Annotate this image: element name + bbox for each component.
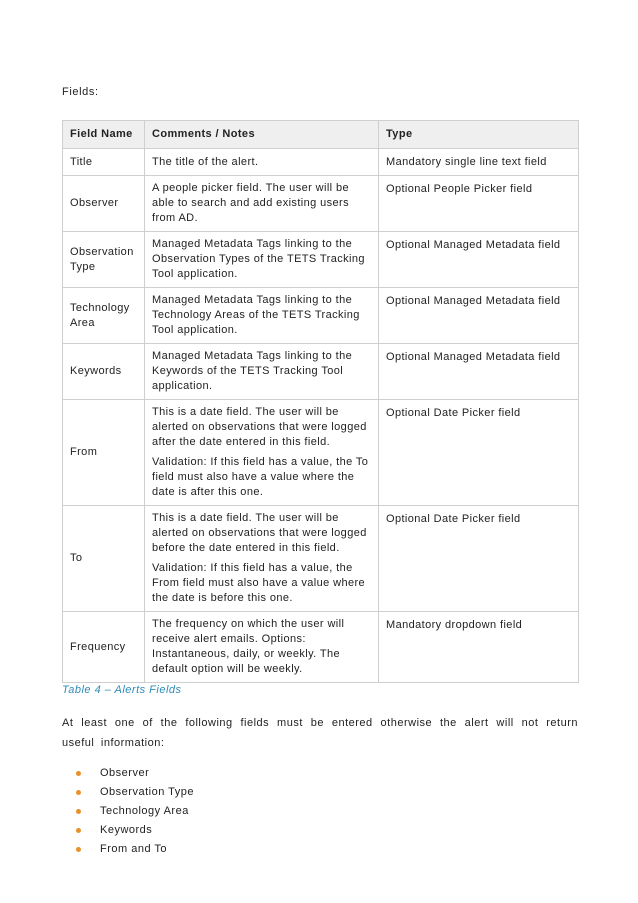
table-row [63, 232, 579, 288]
bullet-icon [76, 828, 81, 833]
type-text: Optional Date Picker field [386, 407, 521, 419]
comment-paragraph: Validation: If this field has a value, the To field must also have a value where the date is after this one. [152, 456, 369, 498]
type-text: Optional Managed Metadata field [386, 295, 561, 307]
table-row [63, 506, 579, 612]
cell-comments [145, 506, 379, 612]
comment-paragraph: The frequency on which the user will receive alert emails. Options: Instantaneous, daily, or weekly. The default option will be weekly. [152, 618, 345, 675]
cell-type [379, 149, 579, 176]
list-item-label: From and To [100, 843, 168, 855]
cell-type [379, 232, 579, 288]
cell-field-name: To [63, 506, 145, 612]
cell-type [379, 400, 579, 506]
bullet-icon [76, 790, 81, 795]
table-header-row [63, 121, 579, 149]
cell-type [379, 612, 579, 683]
cell-comments [145, 149, 379, 176]
table-caption: Table 4 – Alerts Fields [62, 684, 182, 696]
cell-comments [145, 288, 379, 344]
comment-paragraph: The title of the alert. [152, 155, 259, 168]
type-text: Optional People Picker field [386, 183, 533, 195]
table-row [63, 400, 579, 506]
body-paragraph: At least one of the following fields must be entered otherwise the alert will not return useful information: [62, 717, 578, 749]
table-row [63, 149, 579, 176]
comment-paragraph: A people picker field. The user will be able to search and add existing users from AD. [152, 182, 350, 224]
comment-paragraph: Validation: If this field has a value, the From field must also have a value where the date is before this one. [152, 562, 366, 604]
bullet-icon [76, 809, 81, 814]
list-item [62, 821, 194, 840]
table-row [63, 344, 579, 400]
comment-paragraph: Managed Metadata Tags linking to the Technology Areas of the TETS Tracking Tool application. [152, 294, 360, 336]
cell-field-name: From [63, 400, 145, 506]
table-row [63, 612, 579, 683]
list-item [62, 764, 194, 783]
list-item [62, 840, 194, 859]
type-text: Mandatory single line text field [386, 155, 547, 168]
bullet-icon [76, 771, 81, 776]
cell-comments [145, 344, 379, 400]
list-item-label: Observer [100, 767, 150, 779]
comment-paragraph: Managed Metadata Tags linking to the Observation Types of the TETS Tracking Tool application. [152, 238, 365, 280]
type-text: Mandatory dropdown field [386, 619, 523, 631]
list-item-label: Keywords [100, 824, 153, 836]
list-item-label: Technology Area [100, 805, 189, 817]
cell-field-name: Observation Type [63, 232, 145, 288]
cell-field-name: Keywords [63, 344, 145, 400]
cell-field-name: Title [63, 149, 145, 176]
cell-comments [145, 400, 379, 506]
cell-type [379, 176, 579, 232]
header-field-name: Field Name [63, 121, 145, 149]
alerts-fields-table [62, 120, 579, 683]
bullet-list [62, 764, 194, 859]
cell-comments [145, 612, 379, 683]
table-row [63, 288, 579, 344]
cell-field-name: Observer [63, 176, 145, 232]
header-type: Type [379, 121, 579, 149]
cell-type [379, 288, 579, 344]
cell-comments [145, 176, 379, 232]
type-text: Optional Managed Metadata field [386, 239, 561, 251]
list-item-label: Observation Type [100, 786, 195, 798]
cell-type [379, 344, 579, 400]
type-text: Optional Date Picker field [386, 513, 521, 525]
cell-field-name: Technology Area [63, 288, 145, 344]
list-item [62, 802, 194, 821]
comment-paragraph: This is a date field. The user will be alerted on observations that were logged after the date entered in this field. [152, 406, 367, 448]
comment-paragraph: Managed Metadata Tags linking to the Keywords of the TETS Tracking Tool application. [152, 350, 353, 392]
list-item [62, 783, 194, 802]
comment-paragraph: This is a date field. The user will be alerted on observations that were logged before the date entered in this field. [152, 512, 367, 554]
bullet-icon [76, 847, 81, 852]
cell-field-name: Frequency [63, 612, 145, 683]
header-comments: Comments / Notes [145, 121, 379, 149]
cell-comments [145, 232, 379, 288]
type-text: Optional Managed Metadata field [386, 351, 561, 363]
table-row [63, 176, 579, 232]
cell-type [379, 506, 579, 612]
fields-label: Fields: [62, 86, 99, 98]
